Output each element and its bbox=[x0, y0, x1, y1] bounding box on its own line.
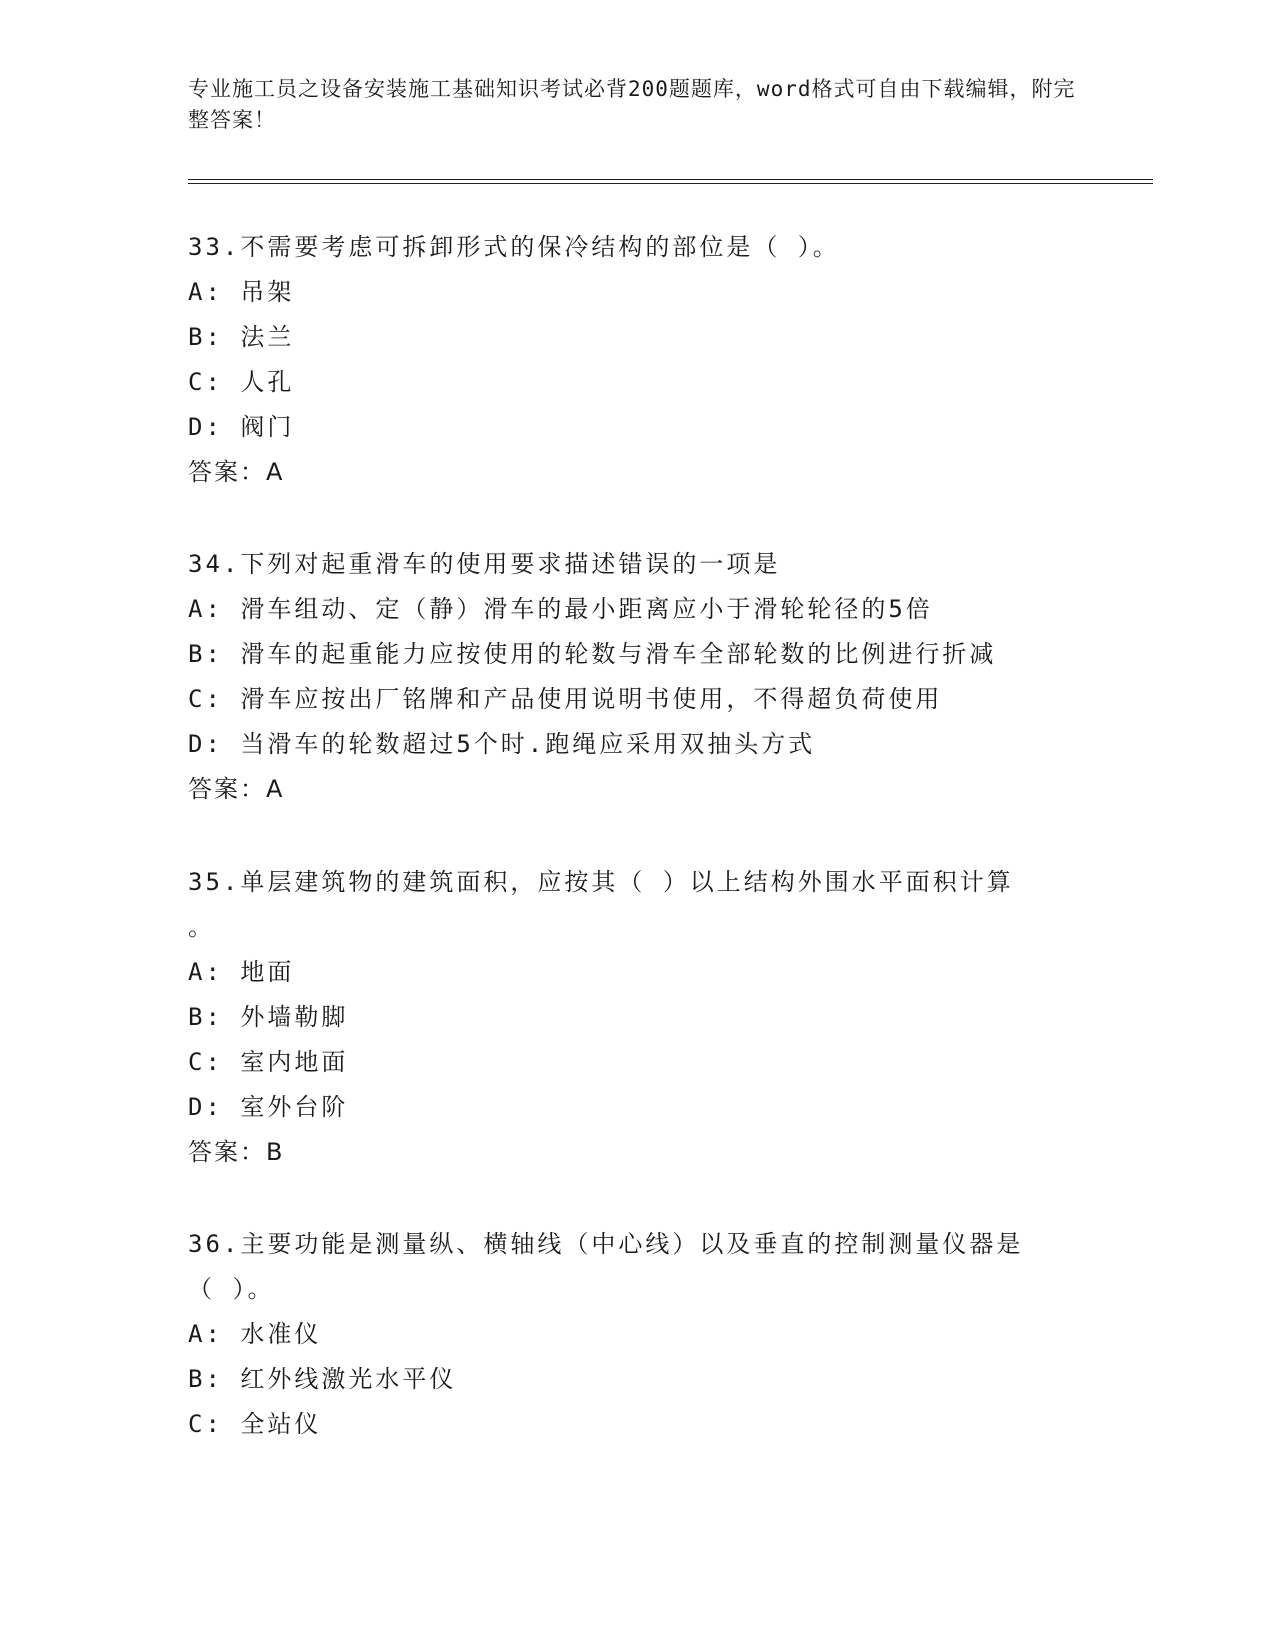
option-a: A: 地面 bbox=[188, 958, 295, 986]
option-d: D: 室外台阶 bbox=[188, 1093, 349, 1121]
option-c: C: 人孔 bbox=[188, 368, 295, 396]
answer-label: 答案：A bbox=[188, 458, 285, 486]
header-rule-bottom bbox=[188, 183, 1153, 184]
answer-label: 答案：A bbox=[188, 775, 285, 803]
question-stem: 33.不需要考虑可拆卸形式的保冷结构的部位是（ ）。 bbox=[188, 233, 840, 261]
option-c: C: 室内地面 bbox=[188, 1048, 349, 1076]
option-b: B: 红外线激光水平仪 bbox=[188, 1365, 457, 1393]
question-stem: 34.下列对起重滑车的使用要求描述错误的一项是 bbox=[188, 550, 781, 578]
option-a: A: 吊架 bbox=[188, 278, 295, 306]
question-stem: 36.主要功能是测量纵、横轴线（中心线）以及垂直的控制测量仪器是 bbox=[188, 1230, 1024, 1258]
option-b: B: 法兰 bbox=[188, 323, 295, 351]
question-33 bbox=[188, 225, 1088, 495]
question-stem-continuation: （ ）。 bbox=[188, 1275, 275, 1303]
option-a: A: 水准仪 bbox=[188, 1320, 322, 1348]
question-34 bbox=[188, 542, 1088, 812]
option-d: D: 当滑车的轮数超过5个时.跑绳应采用双抽头方式 bbox=[188, 730, 816, 758]
option-b: B: 外墙勒脚 bbox=[188, 1003, 349, 1031]
option-b: B: 滑车的起重能力应按使用的轮数与滑车全部轮数的比例进行折减 bbox=[188, 640, 997, 668]
question-stem-continuation: 。 bbox=[188, 913, 215, 941]
option-c: C: 全站仪 bbox=[188, 1410, 322, 1438]
question-35 bbox=[188, 860, 1088, 1175]
question-36 bbox=[188, 1222, 1088, 1447]
header-rule-top bbox=[188, 179, 1153, 180]
option-c: C: 滑车应按出厂铭牌和产品使用说明书使用，不得超负荷使用 bbox=[188, 685, 943, 713]
question-stem: 35.单层建筑物的建筑面积，应按其（ ）以上结构外围水平面积计算 bbox=[188, 868, 1014, 896]
option-d: D: 阀门 bbox=[188, 413, 295, 441]
option-a: A: 滑车组动、定（静）滑车的最小距离应小于滑轮轮径的5倍 bbox=[188, 595, 933, 623]
answer-label: 答案：B bbox=[188, 1138, 285, 1166]
document-header: 专业施工员之设备安装施工基础知识考试必背200题题库，word格式可自由下载编辑，附完整答案！ bbox=[188, 77, 1076, 132]
